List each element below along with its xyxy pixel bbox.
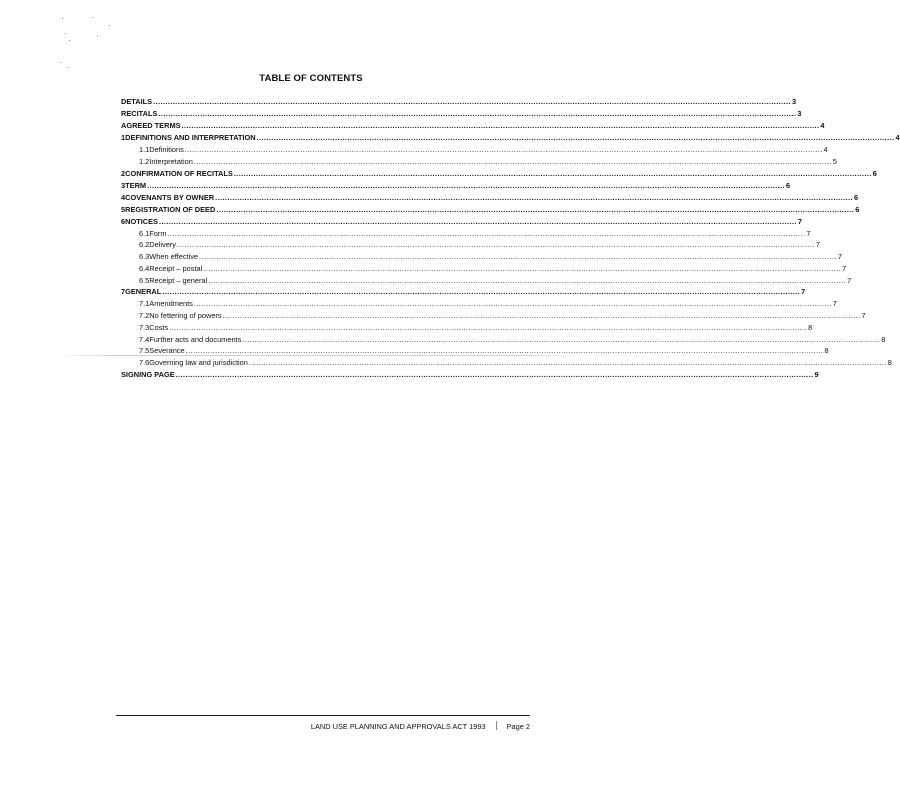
- toc-entry-title: Costs: [149, 322, 169, 332]
- toc-dot-leader: ....................................................................................................................................................................................................................................................................: [147, 180, 785, 190]
- toc-entry-page: 6: [855, 204, 860, 214]
- toc-dot-leader: ....................................................................................................................................................................................................................................................................: [181, 121, 820, 130]
- toc-entry[interactable]: [121, 298, 837, 310]
- footer-page-number: Page 2: [506, 722, 530, 731]
- toc-entry-title: DEFINITIONS AND INTERPRETATION: [125, 133, 256, 142]
- toc-dot-leader: ....................................................................................................................................................................................................................................................................: [193, 299, 832, 309]
- toc-entry-title: Interpretation: [149, 156, 193, 166]
- toc-entry[interactable]: [121, 192, 859, 204]
- toc-entry-number: 3: [121, 180, 126, 190]
- toc-entry[interactable]: [121, 263, 847, 275]
- toc-entry-title: Definitions: [149, 145, 184, 154]
- footer-separator: [496, 721, 497, 730]
- toc-dot-leader: ....................................................................................................................................................................................................................................................................: [222, 311, 861, 320]
- toc-entry-title: GENERAL: [125, 287, 162, 297]
- toc-entry[interactable]: [121, 108, 802, 120]
- toc-entry-number: 7.2: [139, 311, 150, 320]
- toc-entry-title: Delivery: [149, 240, 176, 250]
- toc-entry-number: 5: [121, 204, 126, 214]
- toc-title: TABLE OF CONTENTS: [259, 73, 363, 84]
- toc-entry-page: 4: [823, 145, 828, 154]
- toc-entry-number: 2: [121, 168, 126, 178]
- toc-dot-leader: ....................................................................................................................................................................................................................................................................: [248, 358, 887, 367]
- toc-entry[interactable]: [121, 120, 825, 132]
- toc-entry-number: 1: [121, 133, 126, 142]
- toc-entry[interactable]: [121, 251, 843, 263]
- toc-dot-leader: ....................................................................................................................................................................................................................................................................: [216, 204, 855, 214]
- toc-dot-leader: ....................................................................................................................................................................................................................................................................: [175, 369, 814, 379]
- toc-entry-title: Amendments: [149, 299, 193, 309]
- toc-dot-leader: ....................................................................................................................................................................................................................................................................: [199, 252, 837, 261]
- toc-entry-number: 1.2: [139, 156, 150, 166]
- toc-entry-title: SIGNING PAGE: [121, 369, 175, 379]
- toc-entry-number: 7.5: [139, 346, 150, 356]
- toc-entry-page: 7: [832, 299, 837, 309]
- toc-entry-page: 7: [806, 228, 811, 238]
- toc-entry[interactable]: [121, 322, 813, 334]
- toc-entry[interactable]: [121, 156, 837, 168]
- toc-dot-leader: ....................................................................................................................................................................................................................................................................: [242, 334, 881, 344]
- toc-entry-number: 7.4: [139, 334, 150, 344]
- toc-entry-title: Governing law and jurisdiction: [149, 358, 248, 367]
- toc-entry[interactable]: [121, 310, 866, 322]
- toc-entry-page: 7: [815, 240, 820, 250]
- toc-entry-title: Severance: [149, 346, 185, 356]
- toc-entry-title: Receipt – postal: [149, 263, 203, 273]
- toc-dot-leader: ....................................................................................................................................................................................................................................................................: [185, 346, 824, 356]
- toc-dot-leader: ....................................................................................................................................................................................................................................................................: [215, 192, 853, 202]
- toc-entry-page: 9: [814, 369, 819, 379]
- toc-entry-page: 5: [832, 156, 837, 166]
- toc-entry-page: 3: [791, 97, 797, 106]
- toc-entry-number: 6.4: [139, 263, 150, 273]
- toc-entry[interactable]: [121, 96, 797, 108]
- toc-entry-title: NOTICES: [125, 216, 158, 226]
- toc-entry-page: 7: [842, 263, 847, 273]
- toc-entry[interactable]: [121, 216, 802, 228]
- toc-entry-title: TERM: [125, 180, 147, 190]
- toc-entry-number: 6.2: [139, 240, 150, 250]
- toc-dot-leader: ....................................................................................................................................................................................................................................................................: [233, 168, 872, 178]
- toc-entry[interactable]: [121, 357, 892, 369]
- toc-entry-page: 8: [824, 346, 829, 356]
- toc-dot-leader: ....................................................................................................................................................................................................................................................................: [203, 263, 842, 273]
- toc-dot-leader: ....................................................................................................................................................................................................................................................................: [167, 228, 806, 238]
- toc-entry-page: 6: [853, 192, 859, 202]
- toc-entry-page: 7: [847, 275, 852, 285]
- toc-dot-leader: ....................................................................................................................................................................................................................................................................: [153, 97, 791, 106]
- toc-entry-title: RECITALS: [121, 109, 158, 118]
- footer-rule: [116, 715, 530, 716]
- toc-entry-page: 8: [881, 334, 886, 344]
- toc-entry-title: AGREED TERMS: [121, 121, 181, 130]
- toc-entry-page: 8: [887, 358, 892, 367]
- toc-entry-title: CONFIRMATION OF RECITALS: [125, 168, 233, 178]
- toc-entry-title: When effective: [149, 252, 199, 261]
- toc-entry[interactable]: [121, 275, 852, 287]
- toc-dot-leader: ....................................................................................................................................................................................................................................................................: [193, 156, 832, 166]
- toc-entry-page: 4: [820, 121, 825, 130]
- toc-entry-page: 6: [785, 180, 791, 190]
- toc-entry-number: 6.3: [139, 252, 150, 261]
- toc-entry-number: 1.1: [139, 145, 150, 154]
- toc-dot-leader: ....................................................................................................................................................................................................................................................................: [176, 240, 815, 250]
- toc-list: [121, 96, 900, 381]
- toc-entry-number: 7.6: [139, 358, 150, 367]
- toc-entry-title: DETAILS: [121, 97, 153, 106]
- toc-dot-leader: ....................................................................................................................................................................................................................................................................: [169, 322, 808, 332]
- toc-entry[interactable]: [121, 239, 820, 251]
- toc-entry-page: 7: [861, 311, 866, 320]
- toc-dot-leader: ....................................................................................................................................................................................................................................................................: [158, 109, 797, 118]
- toc-entry[interactable]: [121, 228, 811, 240]
- toc-entry-page: 7: [837, 252, 843, 261]
- toc-dot-leader: ....................................................................................................................................................................................................................................................................: [256, 133, 895, 142]
- toc-entry-number: 7: [121, 287, 126, 297]
- toc-entry-title: REGISTRATION OF DEED: [125, 204, 216, 214]
- toc-entry[interactable]: [121, 180, 791, 192]
- toc-entry-number: 4: [121, 192, 126, 202]
- toc-entry[interactable]: [121, 144, 828, 156]
- toc-entry-number: 7.1: [139, 299, 150, 309]
- toc-entry-page: 6: [872, 168, 877, 178]
- toc-entry[interactable]: [121, 334, 886, 346]
- toc-entry-title: No fettering of powers: [149, 311, 222, 320]
- page-footer: [116, 721, 530, 731]
- scan-artifact-line: [58, 355, 578, 356]
- toc-entry-page: 7: [797, 216, 802, 226]
- toc-entry-title: Receipt – general: [149, 275, 208, 285]
- toc-entry-number: 6: [121, 216, 126, 226]
- toc-dot-leader: ....................................................................................................................................................................................................................................................................: [158, 216, 797, 226]
- toc-entry-number: 6.5: [139, 275, 150, 285]
- toc-entry-number: 6.1: [139, 228, 150, 238]
- toc-dot-leader: ....................................................................................................................................................................................................................................................................: [184, 145, 823, 154]
- toc-entry-title: Form: [149, 228, 167, 238]
- toc-entry-page: 3: [797, 109, 802, 118]
- toc-entry[interactable]: [121, 168, 877, 180]
- toc-entry-number: 7.3: [139, 322, 150, 332]
- toc-dot-leader: ....................................................................................................................................................................................................................................................................: [208, 275, 847, 285]
- toc-entry[interactable]: [121, 286, 806, 298]
- footer-act-title: LAND USE PLANNING AND APPROVALS ACT 1993: [310, 722, 486, 731]
- toc-entry-page: 4: [895, 133, 900, 142]
- toc-entry-page: 8: [808, 322, 813, 332]
- toc-entry-title: Further acts and documents: [149, 334, 242, 344]
- toc-entry-page: 7: [801, 287, 806, 297]
- toc-entry[interactable]: [121, 132, 900, 144]
- toc-entry-title: COVENANTS BY OWNER: [125, 192, 215, 202]
- toc-entry[interactable]: [121, 204, 860, 216]
- toc-dot-leader: ....................................................................................................................................................................................................................................................................: [162, 287, 801, 297]
- toc-entry[interactable]: [121, 369, 819, 381]
